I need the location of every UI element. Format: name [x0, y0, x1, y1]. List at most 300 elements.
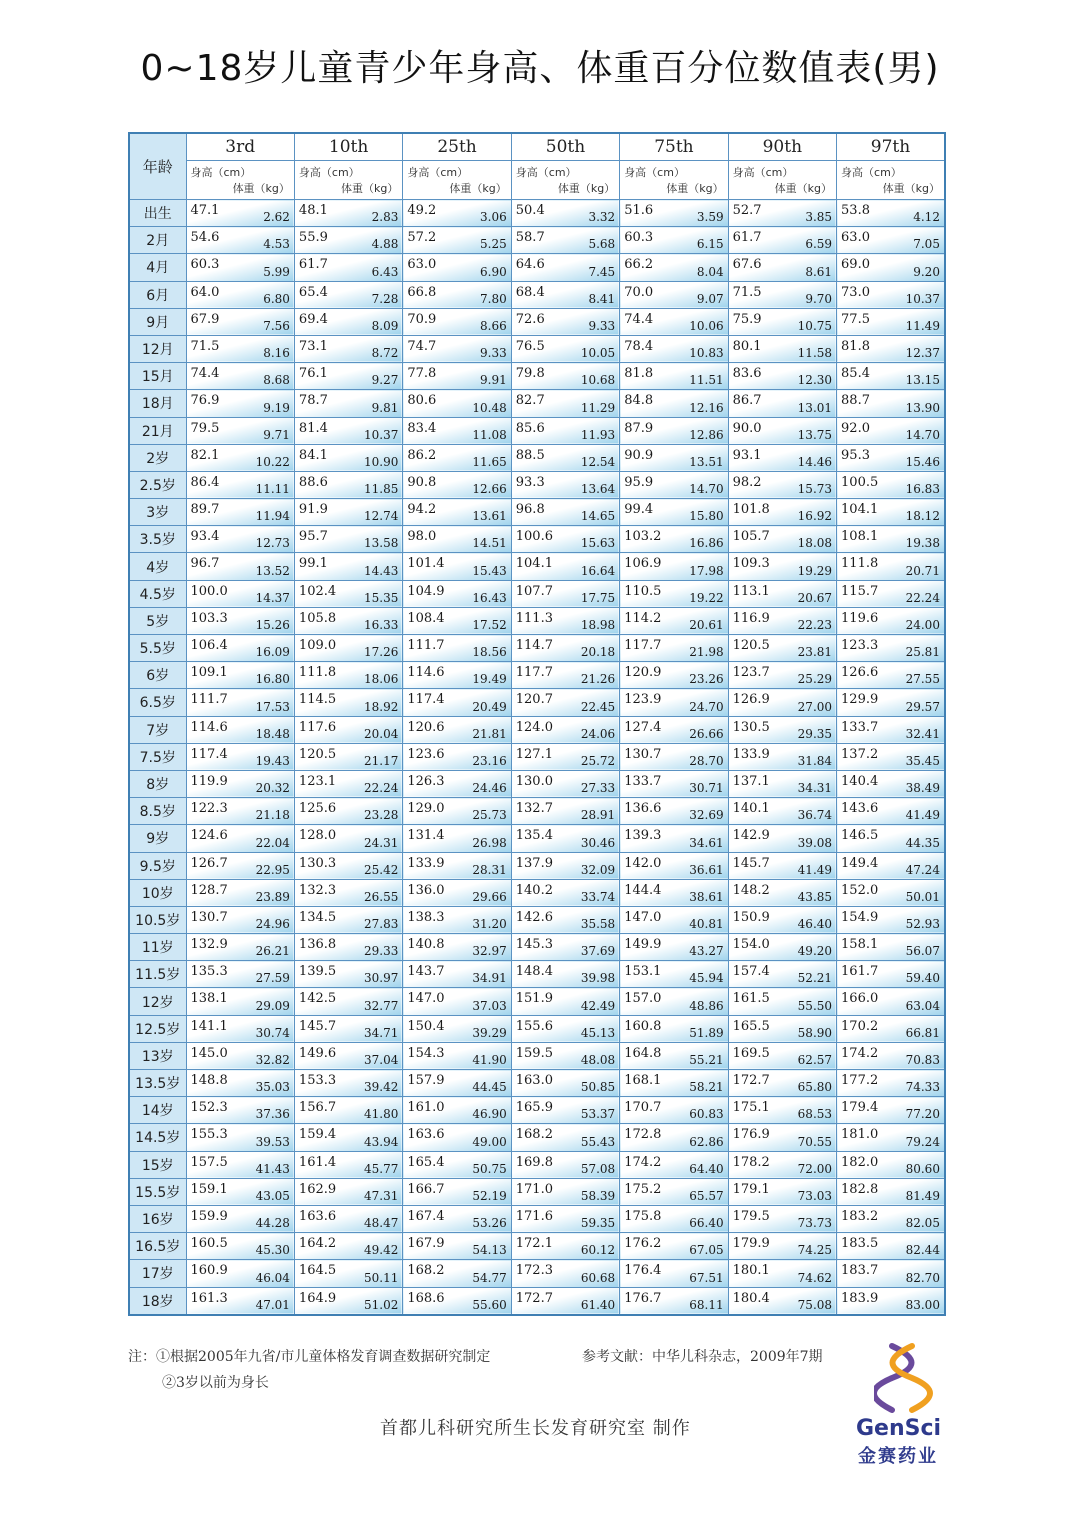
- value-cell: [403, 1260, 511, 1287]
- height-value: 149.4: [841, 855, 879, 871]
- value-cell: [728, 635, 836, 662]
- weight-value: 22.24: [905, 590, 940, 605]
- value-cell: [294, 1233, 402, 1260]
- height-value: 179.4: [841, 1100, 879, 1116]
- weight-value: 9.20: [913, 264, 940, 279]
- weight-value: 4.53: [263, 237, 290, 252]
- height-value: 88.5: [515, 447, 545, 463]
- weight-value: 20.67: [797, 590, 833, 605]
- weight-value: 30.97: [363, 971, 399, 986]
- value-cell: [837, 1205, 945, 1232]
- height-value: 69.0: [841, 257, 870, 273]
- value-cell: [294, 308, 402, 335]
- value-cell: [511, 879, 619, 906]
- value-cell: [620, 689, 728, 716]
- height-value: 180.1: [732, 1263, 770, 1279]
- table-row: [129, 770, 945, 797]
- weight-value: 24.00: [905, 618, 940, 632]
- weight-value: 17.52: [472, 618, 507, 632]
- weight-value: 77.20: [905, 1107, 940, 1122]
- height-value: 168.6: [407, 1290, 445, 1306]
- height-value: 73.1: [298, 338, 328, 354]
- height-value: 174.2: [624, 1154, 662, 1170]
- weight-value: 73.73: [797, 1216, 833, 1231]
- value-cell: [620, 1042, 728, 1069]
- logo-brand-text: GenSci: [856, 1416, 942, 1441]
- height-value: 155.3: [190, 1127, 228, 1143]
- height-value: 137.2: [841, 746, 879, 762]
- height-value: 53.8: [841, 203, 870, 218]
- height-value: 157.9: [407, 1073, 445, 1088]
- height-value: 120.7: [515, 692, 553, 708]
- value-cell: [511, 1260, 619, 1287]
- weight-value: 8.16: [263, 346, 290, 361]
- weight-value: 6.80: [263, 291, 290, 306]
- weight-value: 32.41: [905, 726, 940, 741]
- weight-value: 30.74: [255, 1025, 290, 1040]
- height-value: 161.3: [190, 1290, 228, 1306]
- height-value: 101.4: [407, 556, 445, 572]
- weight-value: 25.29: [797, 672, 833, 687]
- height-value: 126.3: [407, 773, 445, 789]
- height-value: 82.7: [515, 393, 545, 409]
- table-row: [129, 635, 945, 662]
- value-cell: [294, 390, 402, 417]
- value-cell: [403, 471, 511, 498]
- percentile-header: 25th: [403, 133, 511, 161]
- height-unit-label: 身高（cm）: [732, 166, 794, 179]
- height-value: 172.8: [624, 1127, 662, 1143]
- weight-value: 26.98: [472, 835, 507, 850]
- height-value: 147.0: [407, 991, 445, 1007]
- weight-value: 54.13: [472, 1243, 507, 1258]
- value-cell: [186, 852, 294, 879]
- height-value: 96.8: [515, 502, 545, 518]
- height-value: 141.1: [190, 1018, 228, 1034]
- height-value: 74.4: [624, 311, 654, 327]
- age-cell: 11.5岁: [129, 961, 186, 988]
- value-cell: [186, 281, 294, 308]
- value-cell: [294, 553, 402, 580]
- weight-value: 24.96: [255, 917, 290, 932]
- weight-value: 9.19: [263, 400, 290, 415]
- height-value: 74.4: [190, 366, 220, 382]
- value-cell: [511, 607, 619, 634]
- height-value: 160.9: [190, 1263, 228, 1279]
- age-cell: 5.5岁: [129, 635, 186, 662]
- weight-value: 25.73: [472, 808, 507, 823]
- weight-value: 34.61: [689, 835, 724, 850]
- value-cell: [403, 934, 511, 961]
- value-cell: [728, 1015, 836, 1042]
- value-cell: [620, 200, 728, 227]
- table-row: [129, 662, 945, 689]
- weight-value: 51.02: [363, 1297, 399, 1312]
- value-cell: [620, 390, 728, 417]
- height-value: 174.2: [841, 1045, 879, 1061]
- weight-value: 38.49: [905, 781, 940, 796]
- weight-value: 7.45: [588, 264, 616, 279]
- age-cell: 10岁: [129, 879, 186, 906]
- height-value: 70.9: [407, 311, 437, 327]
- value-cell: [837, 1260, 945, 1287]
- height-value: 60.3: [624, 230, 654, 246]
- height-value: 130.5: [732, 719, 770, 735]
- table-row: [129, 1042, 945, 1069]
- height-value: 81.8: [841, 338, 870, 354]
- weight-value: 41.80: [363, 1107, 399, 1122]
- table-row: [129, 798, 945, 825]
- weight-value: 10.48: [472, 400, 507, 415]
- height-value: 47.1: [190, 203, 220, 218]
- weight-value: 43.05: [255, 1188, 290, 1203]
- weight-value: 23.26: [689, 672, 724, 687]
- age-cell: 6.5岁: [129, 689, 186, 716]
- value-cell: [294, 499, 402, 526]
- value-cell: [403, 335, 511, 362]
- height-value: 66.2: [624, 257, 654, 273]
- height-value: 163.6: [407, 1127, 445, 1143]
- weight-value: 49.42: [363, 1243, 399, 1258]
- unit-header: [837, 161, 945, 200]
- weight-value: 20.04: [363, 726, 399, 741]
- height-value: 139.3: [624, 828, 662, 844]
- value-cell: [728, 689, 836, 716]
- percentile-header: 3rd: [186, 133, 294, 161]
- height-value: 164.9: [298, 1290, 337, 1306]
- value-cell: [620, 1151, 728, 1178]
- value-cell: [186, 770, 294, 797]
- value-cell: [511, 1151, 619, 1178]
- weight-value: 20.49: [472, 699, 507, 714]
- weight-value: 49.00: [472, 1134, 507, 1149]
- value-cell: [837, 281, 945, 308]
- table-row: [129, 1178, 945, 1205]
- height-value: 136.8: [298, 937, 337, 953]
- reference: 参考文献：中华儿科杂志，2009年7期: [582, 1349, 823, 1365]
- age-cell: 10.5岁: [129, 906, 186, 933]
- weight-value: 66.40: [689, 1216, 724, 1231]
- height-value: 163.0: [515, 1073, 553, 1088]
- height-value: 90.8: [407, 474, 437, 490]
- value-cell: [511, 961, 619, 988]
- value-cell: [403, 1287, 511, 1315]
- value-cell: [837, 635, 945, 662]
- weight-value: 17.53: [255, 699, 290, 714]
- value-cell: [837, 961, 945, 988]
- height-value: 105.7: [732, 529, 770, 545]
- table-row: [129, 852, 945, 879]
- weight-value: 11.49: [905, 318, 940, 333]
- weight-value: 47.01: [255, 1297, 290, 1312]
- weight-value: 50.75: [472, 1161, 507, 1176]
- weight-value: 10.05: [580, 346, 616, 361]
- value-cell: [403, 580, 511, 607]
- height-value: 60.3: [190, 257, 220, 273]
- value-cell: [294, 743, 402, 770]
- weight-value: 29.57: [905, 699, 940, 714]
- weight-value: 7.05: [913, 237, 940, 252]
- value-cell: [186, 1097, 294, 1124]
- value-cell: [511, 526, 619, 553]
- weight-value: 16.83: [905, 482, 940, 497]
- value-cell: [728, 526, 836, 553]
- height-value: 109.3: [732, 556, 770, 572]
- value-cell: [294, 716, 402, 743]
- value-cell: [186, 499, 294, 526]
- weight-value: 51.89: [689, 1025, 724, 1040]
- height-value: 175.8: [624, 1208, 662, 1224]
- table-row: [129, 879, 945, 906]
- height-value: 172.7: [515, 1290, 553, 1306]
- weight-value: 70.83: [905, 1053, 940, 1067]
- height-value: 77.8: [407, 366, 437, 382]
- weight-value: 45.13: [580, 1025, 616, 1040]
- weight-value: 36.61: [689, 862, 724, 877]
- weight-value: 16.86: [689, 536, 724, 551]
- value-cell: [403, 1015, 511, 1042]
- weight-value: 14.43: [363, 563, 399, 578]
- height-value: 111.7: [407, 638, 445, 653]
- height-value: 86.7: [732, 393, 762, 409]
- note-source: 注：①根据2005年九省/市儿童体格发育调查数据研究制定: [128, 1349, 491, 1365]
- height-value: 98.0: [407, 529, 437, 545]
- weight-unit-label: 体重（kg）: [557, 182, 616, 195]
- height-value: 128.0: [298, 828, 337, 844]
- value-cell: [728, 390, 836, 417]
- age-cell: 15月: [129, 363, 186, 390]
- weight-value: 11.65: [472, 454, 507, 469]
- logo-chinese-text: 金赛药业: [858, 1446, 938, 1467]
- weight-value: 10.06: [689, 318, 724, 333]
- height-value: 144.4: [624, 882, 662, 898]
- height-value: 157.4: [732, 964, 770, 980]
- value-cell: [186, 635, 294, 662]
- value-cell: [728, 444, 836, 471]
- weight-value: 37.69: [580, 944, 616, 959]
- weight-value: 8.41: [588, 291, 616, 306]
- weight-value: 46.40: [797, 917, 833, 932]
- weight-value: 24.46: [472, 781, 507, 796]
- weight-value: 34.31: [797, 781, 833, 796]
- height-value: 119.6: [841, 610, 879, 626]
- value-cell: [620, 988, 728, 1015]
- height-value: 108.1: [841, 529, 879, 545]
- value-cell: [837, 689, 945, 716]
- height-value: 63.0: [841, 230, 870, 246]
- weight-value: 15.35: [363, 590, 399, 605]
- value-cell: [403, 906, 511, 933]
- value-cell: [620, 906, 728, 933]
- weight-value: 4.88: [371, 237, 399, 252]
- value-cell: [511, 798, 619, 825]
- height-value: 177.2: [841, 1073, 879, 1088]
- weight-value: 15.43: [472, 563, 507, 578]
- weight-value: 10.90: [363, 454, 399, 469]
- height-value: 78.7: [298, 393, 328, 409]
- weight-value: 37.04: [363, 1053, 399, 1067]
- weight-value: 67.05: [689, 1243, 724, 1258]
- age-cell: 5岁: [129, 607, 186, 634]
- weight-value: 6.15: [696, 237, 724, 252]
- value-cell: [294, 825, 402, 852]
- height-value: 83.4: [407, 420, 437, 436]
- note-length: ②3岁以前为身长: [162, 1375, 269, 1391]
- weight-value: 17.98: [689, 563, 724, 578]
- table-row: [129, 254, 945, 281]
- weight-value: 35.45: [905, 753, 940, 768]
- value-cell: [728, 716, 836, 743]
- weight-value: 7.56: [263, 318, 290, 333]
- weight-value: 41.49: [905, 808, 940, 823]
- weight-value: 29.35: [797, 726, 833, 741]
- value-cell: [728, 308, 836, 335]
- weight-value: 52.21: [797, 971, 833, 986]
- value-cell: [837, 200, 945, 227]
- value-cell: [511, 1287, 619, 1315]
- weight-value: 28.91: [580, 808, 616, 823]
- height-value: 50.4: [515, 203, 545, 218]
- weight-value: 26.21: [255, 944, 290, 959]
- height-value: 93.1: [732, 447, 762, 463]
- value-cell: [294, 906, 402, 933]
- weight-value: 52.93: [905, 917, 940, 932]
- height-value: 104.1: [841, 502, 879, 518]
- height-value: 133.9: [407, 855, 445, 871]
- value-cell: [837, 1233, 945, 1260]
- weight-value: 10.83: [689, 346, 724, 361]
- table-row: [129, 499, 945, 526]
- height-value: 145.3: [515, 937, 553, 953]
- age-cell: 8.5岁: [129, 798, 186, 825]
- height-value: 126.9: [732, 692, 770, 708]
- value-cell: [294, 526, 402, 553]
- value-cell: [728, 580, 836, 607]
- height-value: 110.5: [624, 583, 662, 599]
- age-cell: 4月: [129, 254, 186, 281]
- weight-value: 46.90: [472, 1107, 507, 1122]
- value-cell: [294, 471, 402, 498]
- height-value: 145.7: [732, 855, 770, 871]
- value-cell: [728, 934, 836, 961]
- age-cell: 2岁: [129, 444, 186, 471]
- weight-value: 2.62: [263, 210, 290, 225]
- height-value: 54.6: [190, 230, 220, 246]
- value-cell: [837, 526, 945, 553]
- value-cell: [511, 553, 619, 580]
- value-cell: [728, 227, 836, 254]
- value-cell: [511, 689, 619, 716]
- value-cell: [186, 934, 294, 961]
- height-value: 168.2: [515, 1127, 553, 1143]
- value-cell: [294, 335, 402, 362]
- weight-value: 68.53: [797, 1107, 833, 1122]
- weight-value: 5.68: [588, 237, 616, 252]
- percentile-header: 75th: [620, 133, 728, 161]
- weight-value: 12.73: [255, 536, 290, 551]
- weight-value: 21.17: [363, 753, 399, 768]
- value-cell: [403, 254, 511, 281]
- weight-value: 14.70: [689, 482, 724, 497]
- weight-value: 22.24: [363, 781, 399, 796]
- value-cell: [511, 1124, 619, 1151]
- value-cell: [294, 770, 402, 797]
- height-value: 164.2: [298, 1236, 337, 1252]
- weight-value: 13.51: [689, 454, 724, 469]
- value-cell: [511, 390, 619, 417]
- unit-header: [294, 161, 402, 200]
- value-cell: [294, 254, 402, 281]
- height-value: 170.2: [841, 1018, 879, 1034]
- age-cell: 3岁: [129, 499, 186, 526]
- unit-header: [511, 161, 619, 200]
- weight-value: 15.63: [580, 536, 616, 551]
- weight-value: 15.80: [689, 509, 724, 524]
- height-value: 145.7: [298, 1018, 337, 1034]
- page-title: 0~18岁儿童青少年身高、体重百分位数值表(男): [140, 48, 940, 89]
- value-cell: [186, 825, 294, 852]
- height-value: 85.4: [841, 366, 870, 382]
- weight-value: 58.39: [580, 1188, 616, 1203]
- height-value: 176.7: [624, 1290, 662, 1306]
- weight-value: 16.43: [472, 590, 507, 605]
- value-cell: [511, 1042, 619, 1069]
- age-cell: 16.5岁: [129, 1233, 186, 1260]
- value-cell: [728, 1042, 836, 1069]
- height-value: 78.4: [624, 338, 654, 354]
- weight-value: 38.61: [689, 889, 724, 904]
- height-value: 124.0: [515, 719, 553, 735]
- age-cell: 13岁: [129, 1042, 186, 1069]
- height-value: 117.7: [624, 638, 662, 653]
- weight-value: 45.77: [363, 1161, 399, 1176]
- percentile-header: 50th: [511, 133, 619, 161]
- weight-value: 45.94: [689, 971, 724, 986]
- value-cell: [403, 879, 511, 906]
- height-value: 107.7: [515, 583, 553, 599]
- age-cell: 9.5岁: [129, 852, 186, 879]
- height-value: 136.6: [624, 801, 662, 817]
- table-row: [129, 1205, 945, 1232]
- height-value: 140.8: [407, 937, 445, 953]
- gensci-logo: [852, 1342, 952, 1472]
- weight-value: 39.98: [580, 971, 616, 986]
- value-cell: [511, 906, 619, 933]
- height-unit-label: 身高（cm）: [298, 166, 360, 179]
- weight-value: 39.53: [255, 1134, 290, 1149]
- weight-value: 12.74: [363, 509, 399, 524]
- weight-value: 9.07: [696, 291, 724, 306]
- weight-value: 23.89: [255, 889, 290, 904]
- weight-value: 16.09: [255, 645, 290, 660]
- height-value: 111.8: [841, 556, 879, 572]
- value-cell: [511, 335, 619, 362]
- height-value: 100.6: [515, 529, 553, 545]
- weight-value: 13.52: [255, 563, 290, 578]
- value-cell: [186, 798, 294, 825]
- value-cell: [728, 852, 836, 879]
- age-cell: 出生: [129, 200, 186, 227]
- height-value: 169.8: [515, 1154, 553, 1170]
- height-value: 149.6: [298, 1045, 337, 1061]
- value-cell: [186, 363, 294, 390]
- value-cell: [511, 770, 619, 797]
- weight-value: 12.16: [689, 400, 724, 415]
- height-value: 183.5: [841, 1236, 879, 1252]
- weight-value: 14.70: [905, 427, 940, 442]
- weight-value: 59.35: [580, 1216, 616, 1231]
- weight-value: 9.27: [371, 373, 399, 388]
